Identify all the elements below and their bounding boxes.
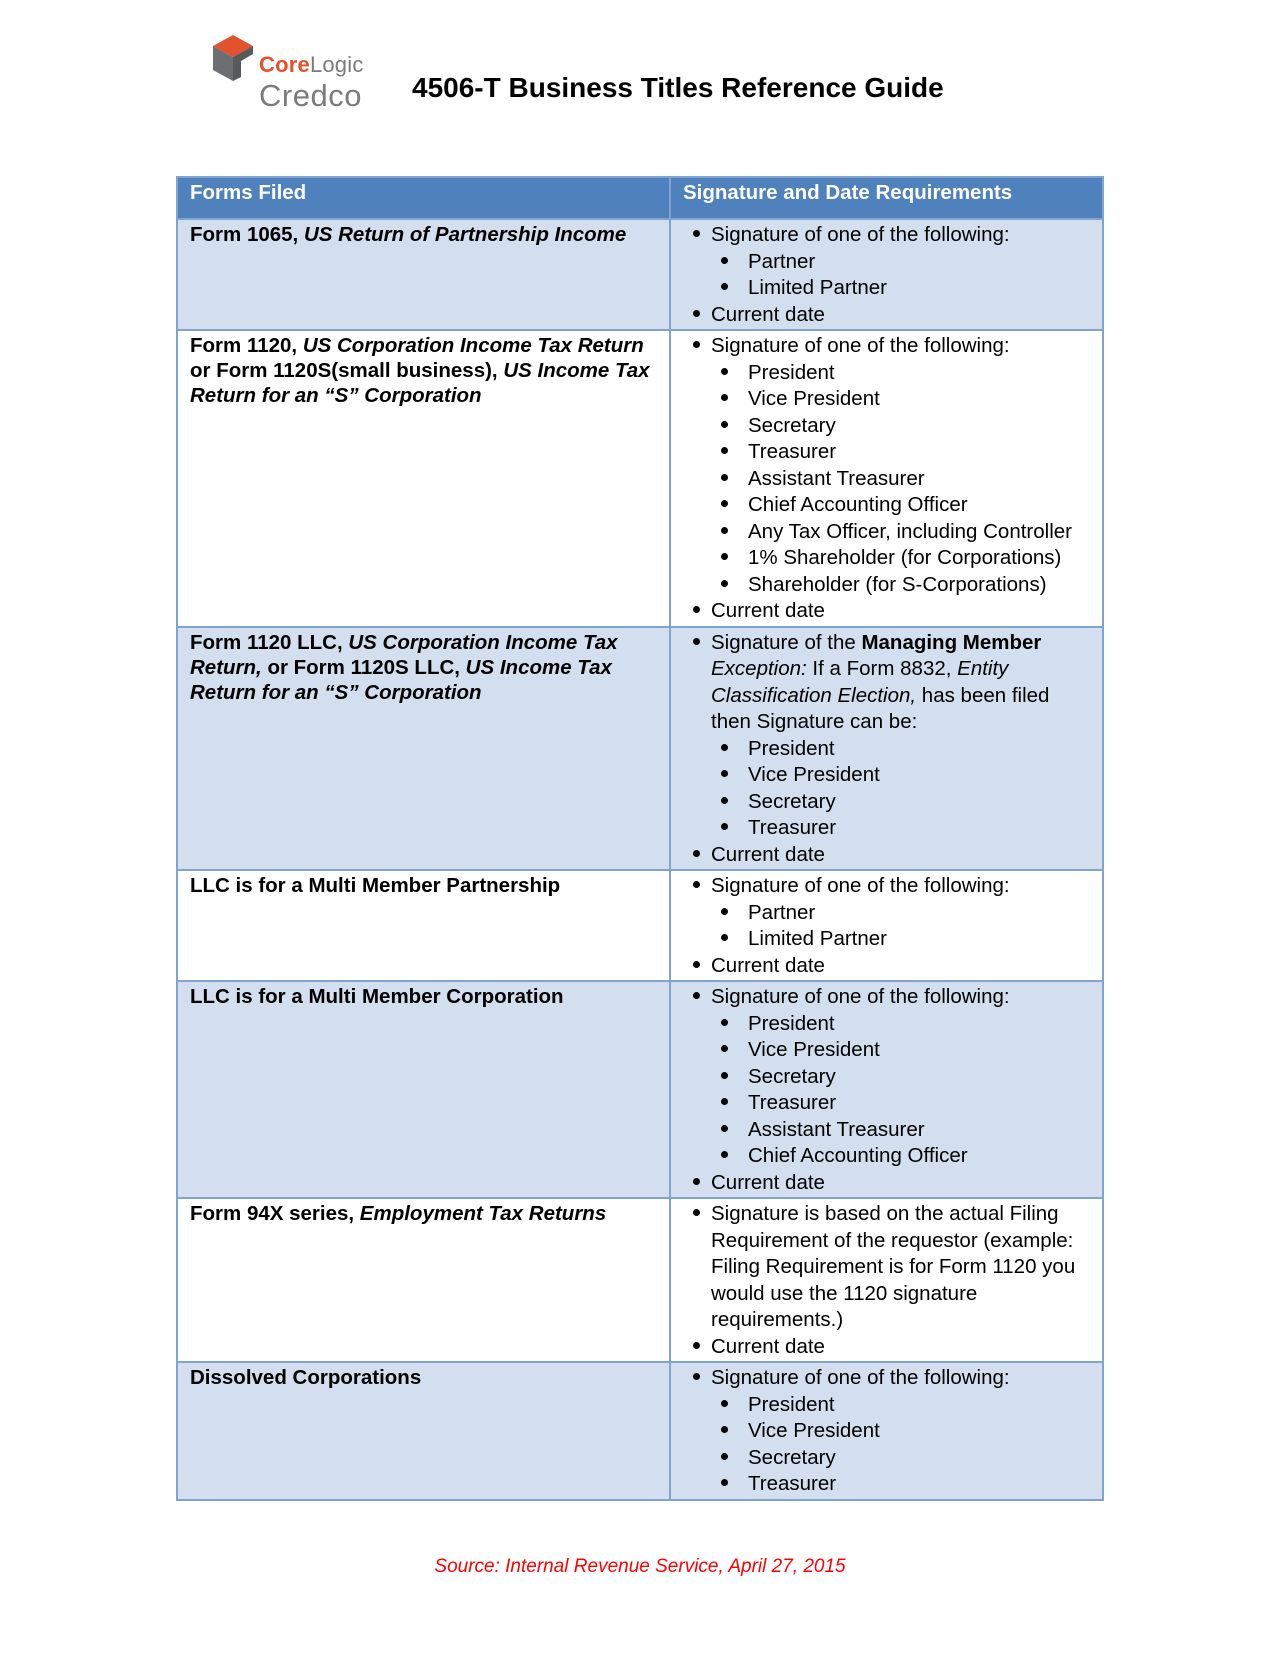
bullet-icon <box>693 341 700 348</box>
signer-title-text: Shareholder (for S-Corporations) <box>748 572 1047 596</box>
requirement-item <box>683 1365 1094 1498</box>
signer-title-text: Secretary <box>748 413 836 437</box>
signer-title-text: Vice President <box>748 763 880 786</box>
bullet-icon <box>721 368 728 375</box>
signer-title-text: Partner <box>748 900 816 924</box>
form-filed-cell <box>177 330 670 627</box>
header-signature-requirements: Signature and Date Requirements <box>670 177 1103 219</box>
signer-title-text: Treasurer <box>748 440 837 463</box>
signer-title-list <box>711 900 1094 953</box>
requirements-list <box>683 222 1094 328</box>
signer-title-text: President <box>748 736 835 760</box>
requirement-text: Signature of one of the following: <box>711 223 1010 246</box>
signer-title-item <box>711 572 1094 599</box>
header-forms-filed: Forms Filed <box>177 177 670 219</box>
requirements-list <box>683 630 1094 869</box>
signer-title-item <box>711 926 1094 953</box>
bullet-icon <box>693 1373 700 1380</box>
requirements-list <box>683 1365 1094 1498</box>
table-row <box>177 330 1103 627</box>
requirements-list <box>683 873 1094 979</box>
bullet-icon <box>721 934 728 941</box>
form-name-text: LLC is for a Multi Member Corporation <box>190 985 564 1008</box>
signer-title-text: President <box>748 1011 835 1035</box>
signer-title-text: President <box>748 360 835 384</box>
bullet-icon <box>721 283 728 290</box>
requirement-text: Exception: <box>711 657 807 680</box>
signer-title-item <box>711 1117 1094 1144</box>
bullet-icon <box>721 1019 728 1026</box>
requirement-text: If a Form 8832, <box>806 657 958 680</box>
signer-title-item <box>711 789 1094 816</box>
form-filed-cell <box>177 981 670 1198</box>
signer-title-text: Assistant Treasurer <box>748 1117 925 1141</box>
bullet-icon <box>721 500 728 507</box>
requirements-list <box>683 1201 1094 1360</box>
requirement-text: Entity Classification Election, <box>711 657 1009 707</box>
bullet-icon <box>693 230 700 237</box>
bullet-icon <box>721 744 728 751</box>
requirements-cell <box>670 1198 1103 1362</box>
logo-corelogic-text: CoreLogic <box>259 52 364 77</box>
requirements-cell <box>670 219 1103 330</box>
signer-title-text: Chief Accounting Officer <box>748 1144 968 1167</box>
requirements-cell <box>670 627 1103 871</box>
form-name-text: Form 1120 LLC, <box>190 630 349 654</box>
signer-title-text: Vice President <box>748 387 880 410</box>
signer-title-item <box>711 439 1094 466</box>
requirement-text: Signature of one of the following: <box>711 985 1010 1008</box>
table-row <box>177 981 1103 1198</box>
bullet-icon <box>721 1151 728 1158</box>
requirements-cell <box>670 870 1103 981</box>
form-filed-cell <box>177 219 670 330</box>
signer-title-text: 1% Shareholder (for Corporations) <box>748 546 1062 569</box>
bullet-icon <box>693 606 700 613</box>
signer-title-text: Treasurer <box>748 816 837 839</box>
bullet-icon <box>721 421 728 428</box>
requirement-item <box>683 873 1094 953</box>
signer-title-text: Assistant Treasurer <box>748 466 925 490</box>
table-header-row <box>177 177 1103 219</box>
signer-title-text: Vice President <box>748 1038 880 1061</box>
requirements-list <box>683 984 1094 1196</box>
bullet-icon <box>693 961 700 968</box>
requirement-text: Current date <box>711 1170 825 1194</box>
form-name-text: or Form 1120S(small business), <box>190 359 504 382</box>
form-name-text: Employment Tax Returns <box>359 1202 607 1225</box>
requirement-text: Signature of one of the following: <box>711 334 1010 357</box>
table-row <box>177 870 1103 981</box>
signer-title-item <box>711 762 1094 789</box>
signer-title-item <box>711 1064 1094 1091</box>
signer-title-text: Secretary <box>748 789 836 813</box>
requirement-text: Current date <box>711 1334 825 1358</box>
form-name-text: or Form 1120S LLC, <box>261 655 466 679</box>
signer-title-item <box>711 1445 1094 1472</box>
bullet-icon <box>721 1426 728 1433</box>
bullet-icon <box>721 823 728 830</box>
bullet-icon <box>721 474 728 481</box>
signer-title-item <box>711 492 1094 519</box>
signer-title-text: Vice President <box>748 1419 880 1442</box>
requirement-text: Signature of one of the following: <box>711 1366 1010 1389</box>
signer-title-item <box>711 413 1094 440</box>
signer-title-text: Partner <box>748 249 816 273</box>
table-row <box>177 1362 1103 1500</box>
signer-title-item <box>711 1418 1094 1445</box>
bullet-icon <box>721 770 728 777</box>
bullet-icon <box>721 527 728 534</box>
signer-title-text: Any Tax Officer, including Controller <box>748 519 1072 543</box>
page-title: 4506-T Business Titles Reference Guide <box>412 72 944 103</box>
signer-title-item <box>711 736 1094 763</box>
bullet-icon <box>693 1178 700 1185</box>
form-name-text: Form 94X series, <box>190 1202 360 1225</box>
signer-title-item <box>711 1143 1094 1170</box>
requirement-text: Managing Member <box>861 630 1042 654</box>
form-filed-cell <box>177 1198 670 1362</box>
signer-title-list <box>711 360 1094 599</box>
signer-title-item <box>711 545 1094 572</box>
bullet-icon <box>721 1479 728 1486</box>
signer-title-text: Treasurer <box>748 1091 837 1114</box>
bullet-icon <box>721 1400 728 1407</box>
requirement-text: Signature of one of the following: <box>711 874 1010 897</box>
form-name-text: Form 1120, <box>190 334 303 357</box>
form-filed-cell <box>177 870 670 981</box>
requirement-item <box>683 1170 1094 1197</box>
table-row <box>177 1198 1103 1362</box>
signer-title-text: Limited Partner <box>748 276 888 299</box>
requirement-item <box>683 842 1094 869</box>
signer-title-item <box>711 815 1094 842</box>
requirements-cell <box>670 1362 1103 1500</box>
form-name-text: US Corporation Income Tax Return <box>302 334 644 357</box>
bullet-icon <box>693 638 700 645</box>
signer-title-item <box>711 519 1094 546</box>
bullet-icon <box>693 1209 700 1216</box>
signer-title-list <box>711 736 1094 842</box>
form-name-text: Dissolved Corporations <box>190 1366 422 1389</box>
signer-title-item <box>711 1090 1094 1117</box>
form-name-text: US Income Tax Return for an “S” Corporation <box>190 655 612 704</box>
requirement-item <box>683 1334 1094 1361</box>
requirement-text: Current date <box>711 842 825 866</box>
requirements-list <box>683 333 1094 625</box>
table-row <box>177 627 1103 871</box>
bullet-icon <box>721 553 728 560</box>
logo-credco-text: Credco <box>259 78 362 113</box>
signer-title-item <box>711 360 1094 387</box>
requirement-item <box>683 984 1094 1170</box>
signer-title-text: Secretary <box>748 1445 836 1469</box>
signer-title-item <box>711 249 1094 276</box>
bullet-icon <box>693 310 700 317</box>
bullet-icon <box>721 1125 728 1132</box>
signer-title-list <box>711 249 1094 302</box>
table-row <box>177 219 1103 330</box>
bullet-icon <box>693 992 700 999</box>
signer-title-text: President <box>748 1392 835 1416</box>
form-name-text: Form 1065, <box>190 223 304 246</box>
bullet-icon <box>721 257 728 264</box>
cube-logo-icon <box>211 34 255 84</box>
requirement-text: Signature of the <box>711 630 862 654</box>
requirement-text: Current date <box>711 302 825 326</box>
requirement-item <box>683 953 1094 980</box>
requirement-item <box>683 333 1094 598</box>
form-filed-cell <box>177 1362 670 1500</box>
requirements-cell <box>670 981 1103 1198</box>
form-name-text: LLC is for a Multi Member Partnership <box>190 874 561 897</box>
signer-title-list <box>711 1011 1094 1170</box>
signer-title-item <box>711 275 1094 302</box>
requirement-item <box>683 1201 1094 1334</box>
bullet-icon <box>721 797 728 804</box>
bullet-icon <box>693 1342 700 1349</box>
requirement-text: has been filed then Signature can be: <box>711 683 1050 733</box>
signer-title-item <box>711 900 1094 927</box>
bullet-icon <box>721 1045 728 1052</box>
signer-title-item <box>711 466 1094 493</box>
bullet-icon <box>721 1453 728 1460</box>
signer-title-list <box>711 1392 1094 1498</box>
bullet-icon <box>721 908 728 915</box>
form-name-text: US Income Tax Return for an “S” Corporation <box>190 359 650 407</box>
requirement-item <box>683 598 1094 625</box>
signer-title-text: Treasurer <box>748 1472 837 1495</box>
requirement-text: Current date <box>711 599 825 622</box>
signer-title-text: Secretary <box>748 1064 836 1088</box>
bullet-icon <box>721 447 728 454</box>
requirement-item <box>683 222 1094 302</box>
signer-title-item <box>711 1037 1094 1064</box>
requirement-item <box>683 630 1094 842</box>
signer-title-text: Chief Accounting Officer <box>748 493 968 516</box>
signer-title-text: Limited Partner <box>748 927 888 950</box>
requirement-item <box>683 302 1094 329</box>
requirements-cell <box>670 330 1103 627</box>
form-name-text: US Return of Partnership Income <box>303 223 627 246</box>
reference-table <box>176 176 1104 1501</box>
source-note: Source: Internal Revenue Service, April 27, 2015 <box>434 1556 846 1577</box>
bullet-icon <box>721 580 728 587</box>
bullet-icon <box>693 881 700 888</box>
bullet-icon <box>721 394 728 401</box>
signer-title-item <box>711 1471 1094 1498</box>
bullet-icon <box>721 1072 728 1079</box>
form-filed-cell <box>177 627 670 871</box>
requirement-text: Current date <box>711 953 825 977</box>
corelogic-credco-logo <box>211 34 381 114</box>
bullet-icon <box>721 1098 728 1105</box>
bullet-icon <box>693 850 700 857</box>
signer-title-item <box>711 386 1094 413</box>
signer-title-item <box>711 1392 1094 1419</box>
requirement-text: Signature is based on the actual Filing Requirement of the requestor (example: Filing Requirement is for Form 1120 you would use the 1120 signature requirements.) <box>711 1202 1076 1331</box>
form-name-text: US Corporation Income Tax Return, <box>190 630 618 679</box>
signer-title-item <box>711 1011 1094 1038</box>
